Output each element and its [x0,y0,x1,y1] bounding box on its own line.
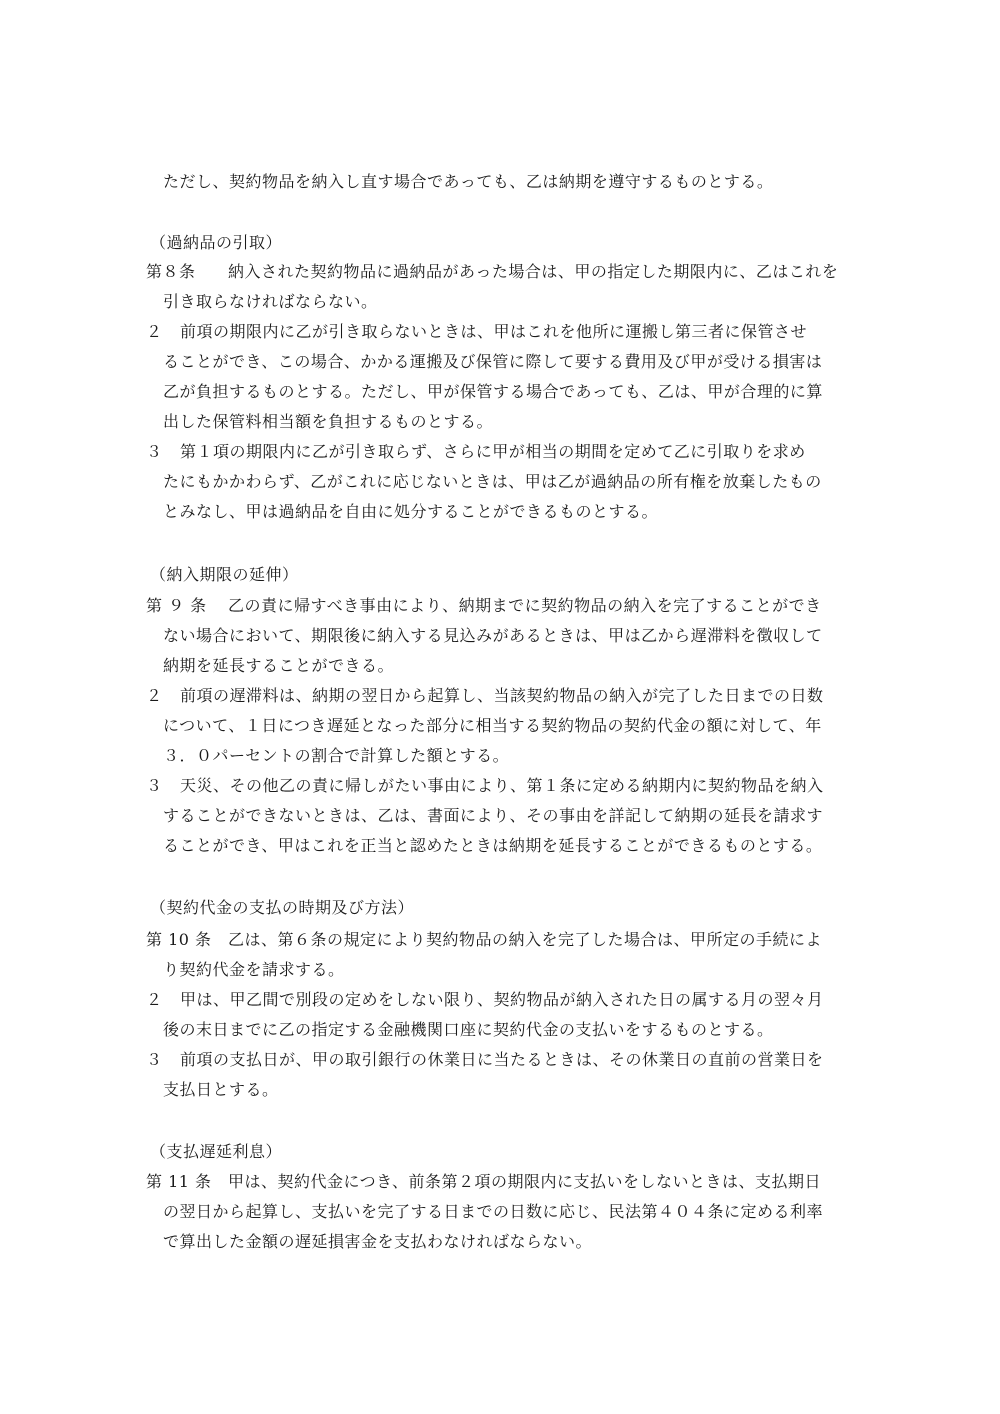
article-text-line: 乙の責に帰すべき事由により、納期までに契約物品の納入を完了することができ [228,596,822,615]
paragraph-text-line: 出した保管料相当額を負担するものとする。 [163,412,494,431]
article-number: 第 11 条 [146,1172,212,1191]
article-text-line: 納期を延長することができる。 [163,656,395,675]
paragraph-number: ３ [146,442,163,461]
paragraph-text-line: たにもかかわらず、乙がこれに応じないときは、甲は乙が過納品の所有権を放棄したもの [163,472,822,491]
paragraph-number: ２ [146,322,163,341]
paragraph-text-line: 前項の支払日が、甲の取引銀行の休業日に当たるときは、その休業日の直前の営業日を [180,1050,824,1069]
article-text-line: 引き取らなければならない。 [163,292,378,311]
paragraph-text-line: 甲は、甲乙間で別段の定めをしない限り、契約物品が納入された日の属する月の翌々月 [180,990,824,1009]
article-text-line: 乙は、第６条の規定により契約物品の納入を完了した場合は、甲所定の手続によ [228,930,823,949]
paragraph-text-line: ることができ、この場合、かかる運搬及び保管に際して要する費用及び甲が受ける損害は [163,352,823,371]
article-heading: （過納品の引取） [150,233,283,252]
article-text-line: で算出した金額の遅延損害金を支払わなければならない。 [163,1232,593,1251]
continuation-text: ただし、契約物品を納入し直す場合であっても、乙は納期を遵守するものとする。 [163,172,774,191]
article-number: 第 10 条 [146,930,212,949]
article-number: 第 ９ 条 [146,596,207,615]
paragraph-text-line: 乙が負担するものとする。ただし、甲が保管する場合であっても、乙は、甲が合理的に算 [163,382,823,401]
paragraph-text-line: 前項の遅滞料は、納期の翌日から起算し、当該契約物品の納入が完了した日までの日数 [180,686,824,705]
paragraph-number: ２ [146,990,163,1009]
paragraph-text-line: 前項の期限内に乙が引き取らないときは、甲はこれを他所に運搬し第三者に保管させ [180,322,808,341]
article-text-line: り契約代金を請求する。 [163,960,345,979]
article-text-line: ない場合において、期限後に納入する見込みがあるときは、甲は乙から遅滞料を徴収して [163,626,823,645]
article-text-line: 甲は、契約代金につき、前条第２項の期限内に支払いをしないときは、支払期日 [228,1172,822,1191]
paragraph-number: ３ [146,776,163,795]
article-number: 第８条 [146,262,196,281]
paragraph-number: ２ [146,686,163,705]
article-heading: （支払遅延利息） [150,1142,283,1161]
article-heading: （納入期限の延伸） [150,565,299,584]
paragraph-text-line: とみなし、甲は過納品を自由に処分することができるものとする。 [163,502,659,521]
paragraph-text-line: 第１項の期限内に乙が引き取らず、さらに甲が相当の期間を定めて乙に引取りを求め [180,442,806,461]
paragraph-text-line: について、１日につき遅延となった部分に相当する契約物品の契約代金の額に対して、年 [163,716,822,735]
article-text-line: の翌日から起算し、支払いを完了する日までの日数に応じ、民法第４０４条に定める利率 [163,1202,824,1221]
article-text-line: 納入された契約物品に過納品があった場合は、甲の指定した期限内に、乙はこれを [228,262,839,281]
paragraph-text-line: 後の末日までに乙の指定する金融機関口座に契約代金の支払いをするものとする。 [163,1020,774,1039]
paragraph-number: ３ [146,1050,163,1069]
paragraph-text-line: 天災、その他乙の責に帰しがたい事由により、第１条に定める納期内に契約物品を納入 [180,776,824,795]
article-heading: （契約代金の支払の時期及び方法） [150,898,415,917]
paragraph-text-line: 支払日とする。 [163,1080,279,1099]
paragraph-text-line: ３．０パーセントの割合で計算した額とする。 [163,746,510,765]
paragraph-text-line: することができないときは、乙は、書面により、その事由を詳記して納期の延長を請求す [163,806,824,825]
paragraph-text-line: ることができ、甲はこれを正当と認めたときは納期を延長することができるものとする。 [163,836,823,855]
